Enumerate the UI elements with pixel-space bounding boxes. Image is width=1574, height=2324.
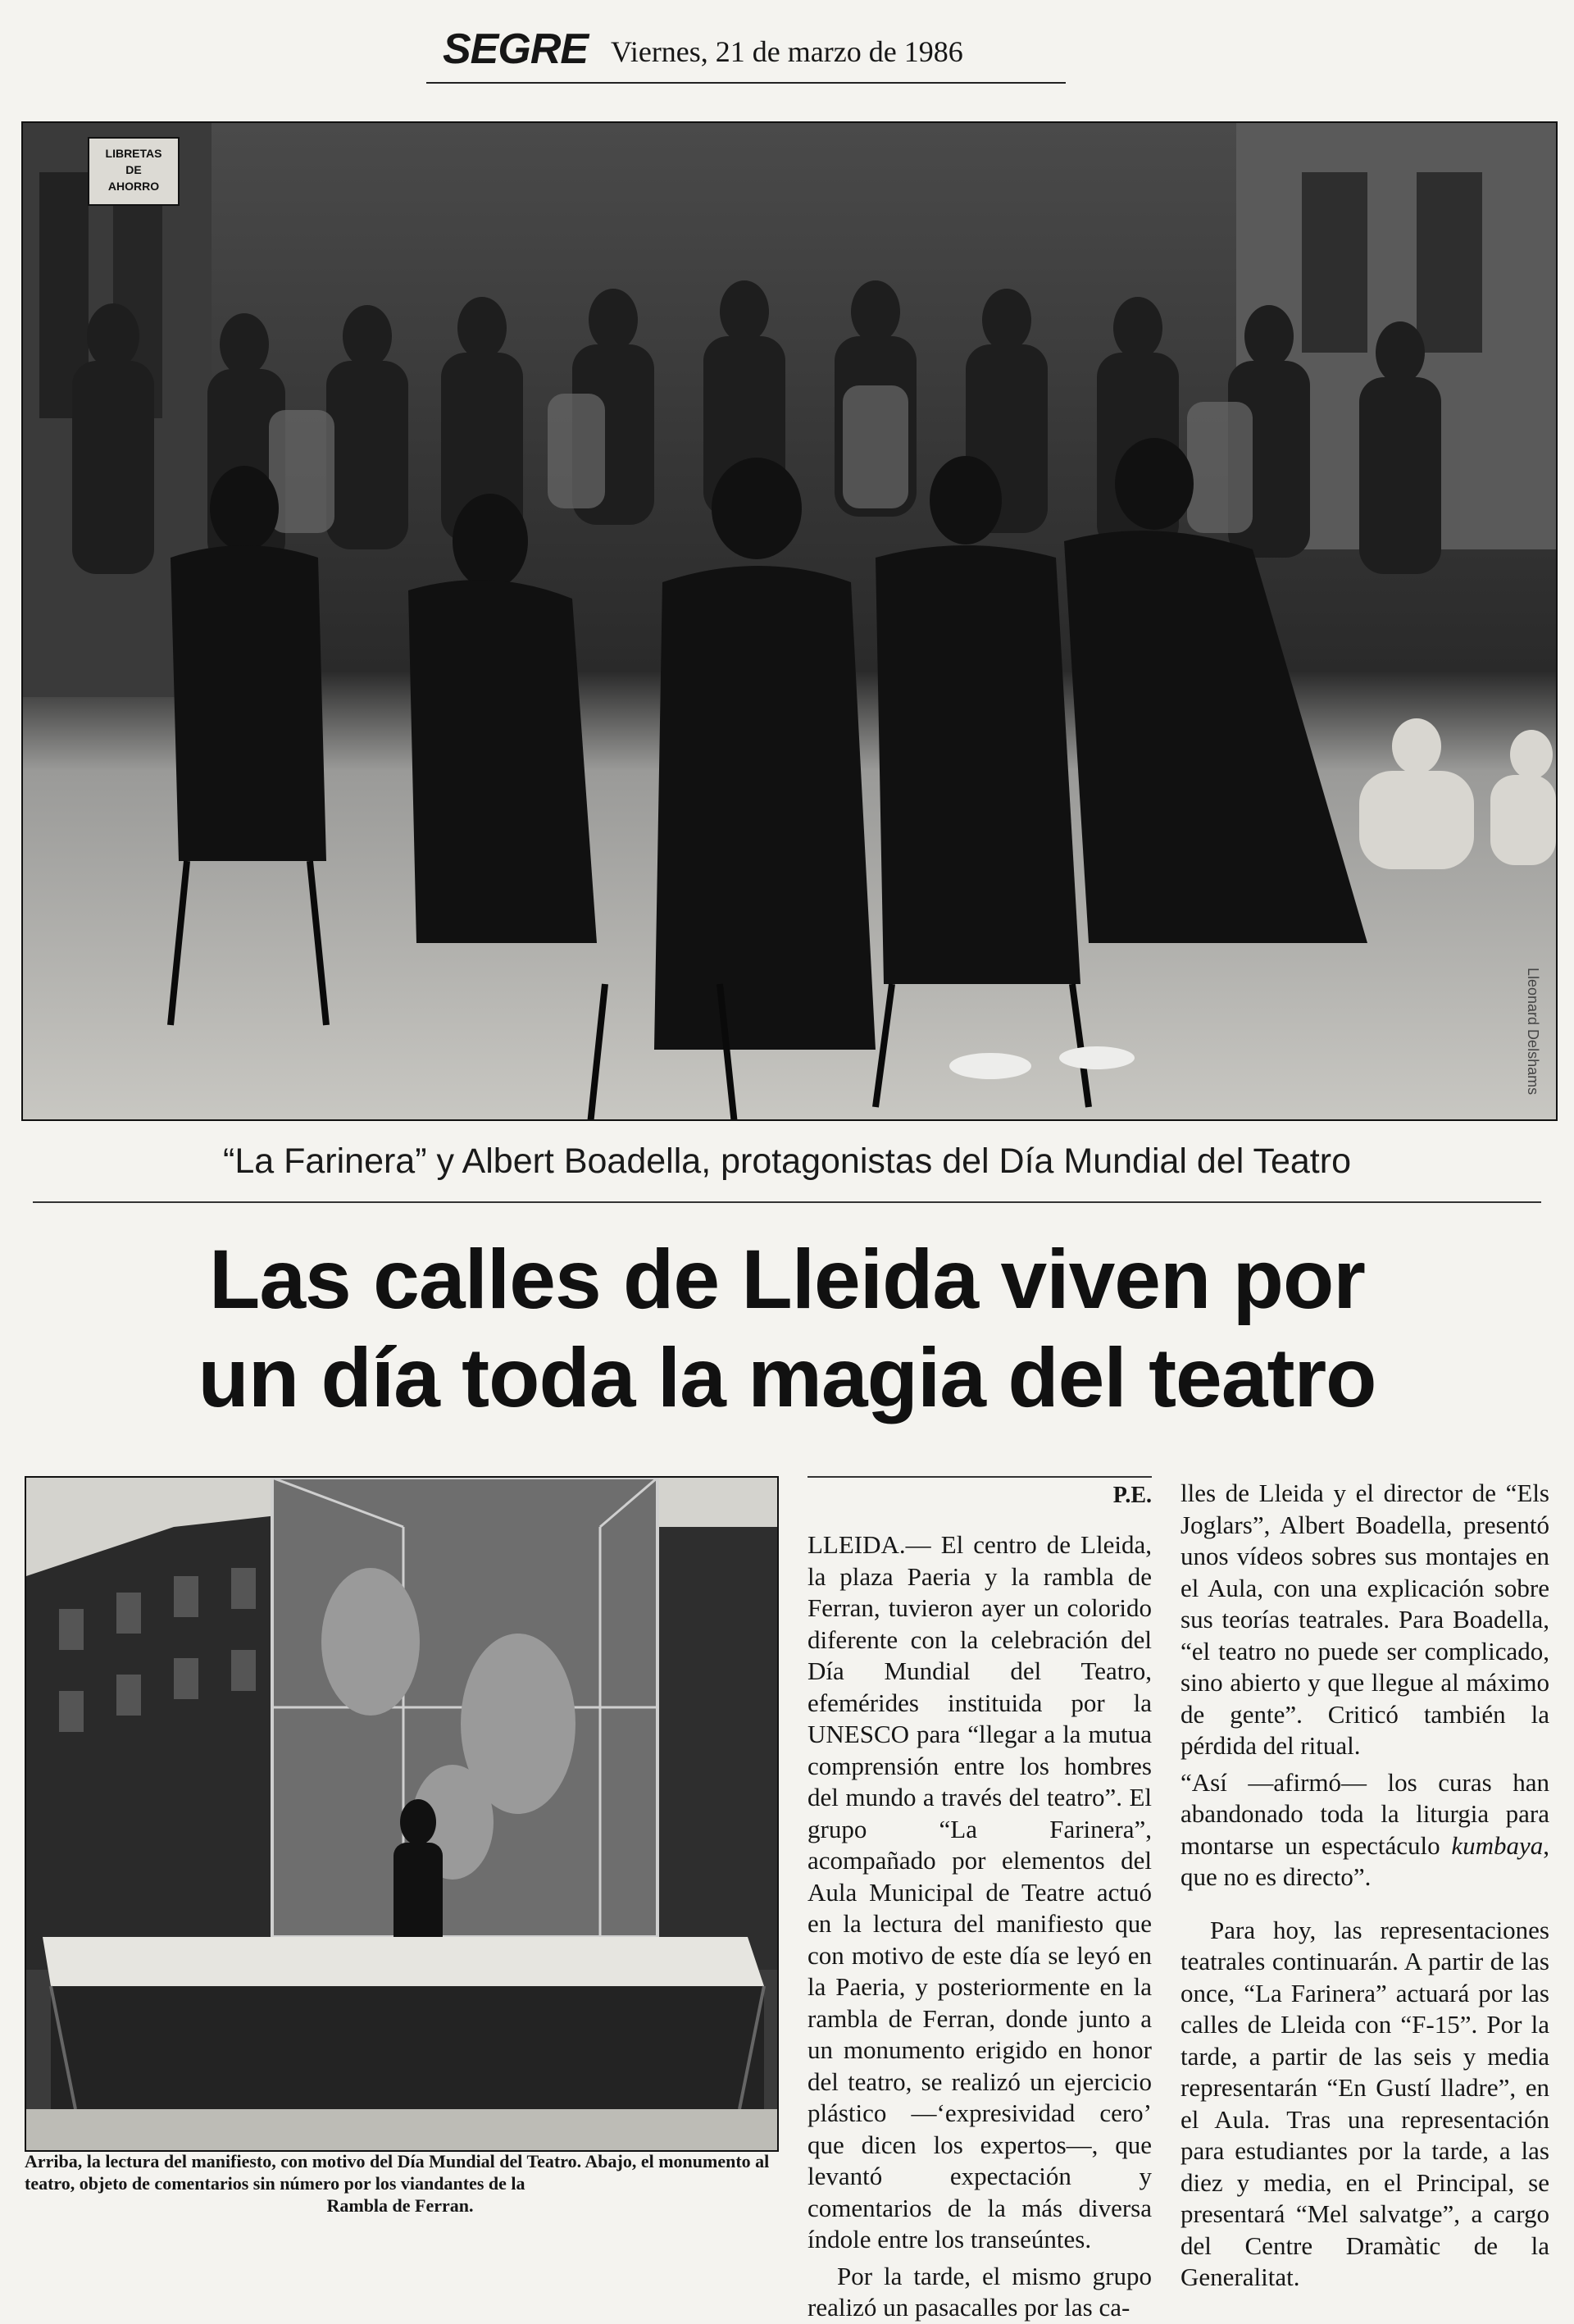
article-paragraph-quote bbox=[1180, 1767, 1549, 1893]
article-paragraph: LLEIDA.— El centro de Lleida, la plaza Paeria y la rambla de Ferran, tuvieron ayer un colorido diferente con la celebración del Día Mundial del Teatro, efemérides instituida por la UNESCO para “llegar a la mutua comprensión entre los hombres del mundo a través del teatro”. El grupo “La Farinera”, acompañado por elementos del Aula Municipal de Teatre actuó en la lectura del manifiesto que con motivo de este día se leyó en la Paeria, y posteriormente en la rambla de Ferran, donde junto a un monumento erigido en honor del teatro, se realizó un ejercicio plástico —‘expresividad cero’ que dicen los expertos—, que levantó expectación y comentarios de la más diversa índole entre los transeúntes. bbox=[807, 1530, 1152, 2253]
divider bbox=[33, 1201, 1541, 1203]
article-paragraph: lles de Lleida y el director de “Els Joglars”, Albert Boadella, presentó unos vídeos sobres sus montajes en el Aula, con una explicación sobre sus teorías teatrales. Para Boadella, “el teatro no puede ser complicado, sino abierto y que llegue al máximo de gente”. Criticó también la pérdida del ritual. bbox=[1180, 1479, 1549, 1760]
sign-text-3: AHORRO bbox=[107, 180, 160, 193]
byline: P.E. bbox=[1112, 1483, 1152, 1508]
publication-date: Viernes, 21 de marzo de 1986 bbox=[611, 35, 963, 68]
caption-line-2: Rambla de Ferran. bbox=[326, 2195, 474, 2216]
photo-scene bbox=[23, 123, 1556, 1119]
byline-divider bbox=[807, 1476, 1152, 1478]
quote-emphasis: kumbaya bbox=[1451, 1830, 1544, 1860]
sign-text-1: LIBRETAS bbox=[105, 147, 162, 160]
article-column-2 bbox=[1180, 1478, 1549, 2294]
article-paragraph: Para hoy, las representaciones teatrales continuarán. A partir de las once, “La Farinera” actuará por las calles de Lleida con “F-15”. Por la tarde, a partir de las seis y media representarán “En Gustí lladre”, en el Aula. Tras una representación para estudiantes por la tarde, a las diez y media, en el Principal, se presentará “Mel salvatge”, a cargo del Centre Dramàtic de la Generalitat. bbox=[1180, 1915, 1549, 2291]
masthead bbox=[426, 25, 1066, 84]
headline-line-2: un día toda la magia del teatro bbox=[198, 1331, 1376, 1424]
headline-line-1: Las calles de Lleida viven por bbox=[209, 1233, 1365, 1326]
photo-monument-scene bbox=[26, 1478, 777, 2150]
sign-text-2: DE bbox=[125, 163, 142, 176]
kicker-subheading: “La Farinera” y Albert Boadella, protagonistas del Día Mundial del Teatro bbox=[223, 1141, 1351, 1181]
caption-line-1: Arriba, la lectura del manifiesto, con motivo del Día Mundial del Teatro. Abajo, el monumento al teatro, objeto de comentarios sin número por los viandantes de la bbox=[25, 2151, 770, 2194]
photo-manifesto-reading bbox=[21, 121, 1558, 1121]
photo-caption bbox=[25, 2150, 776, 2217]
photo-theatre-monument bbox=[25, 1476, 779, 2152]
newspaper-logo: SEGRE bbox=[443, 25, 589, 73]
article-paragraph: Por la tarde, el mismo grupo realizó un pasacalles por las ca- bbox=[807, 2261, 1152, 2322]
quote-text-a: “Así —afirmó— los curas han abandonado toda la liturgia para montarse un espectáculo bbox=[1180, 1767, 1549, 1860]
quote-text-b: , que no es directo”. bbox=[1180, 1830, 1549, 1891]
article-column-1 bbox=[807, 1529, 1152, 2324]
photo-credit: Lleonard Delshams bbox=[1525, 968, 1541, 1096]
headline bbox=[0, 1230, 1574, 1427]
